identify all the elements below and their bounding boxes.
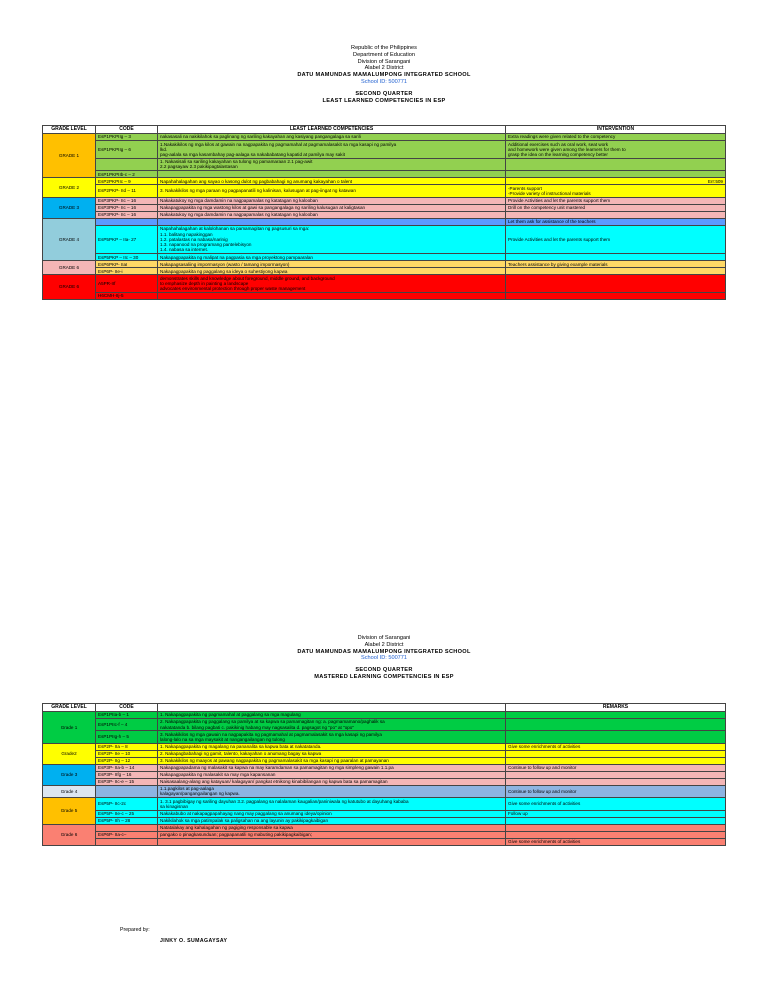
remark-line: Let them ask for assistance of the teachers [508, 218, 596, 224]
table-row [43, 785, 726, 797]
table-row [43, 838, 726, 845]
remark-line: Provide Activities and let the parents support them [508, 197, 611, 203]
competency-cell [158, 757, 506, 764]
competency-cell [158, 831, 506, 838]
remark-cell [506, 712, 726, 719]
header-line: Alabel 2 District [364, 65, 404, 72]
competency-line: pag-aalala sa mga kasambahay pag-aalaga sa nakababatang kapatid at pamilya may sakit [160, 152, 345, 157]
remark-line: Additional exercises such as oral work, seat work [508, 141, 609, 147]
competency-cell [158, 204, 506, 211]
table-row [43, 731, 726, 743]
table-row [43, 817, 726, 824]
competency-cell [158, 268, 506, 275]
table-row [43, 824, 726, 831]
remark-cell [506, 838, 726, 845]
grade-cell: GRADE 2 [43, 178, 96, 197]
school-name: DATU MAMUNDAS MAMALUMPONG INTEGRATED SCHOOL [297, 648, 471, 655]
table-row [43, 141, 726, 159]
remark-line: Provide Activities and let the parents support them [508, 236, 611, 242]
remark-line: Give some enrichments of activities [508, 838, 581, 844]
competency-cell [158, 141, 506, 159]
code-cell: EsP1PIIc-f – 4 [96, 719, 158, 731]
competency-line: 1.3. napanood na programang pantelebisyon [160, 241, 252, 247]
grade-level-header: GRADE LEVEL [43, 126, 96, 134]
remark-cell [506, 134, 726, 141]
code-cell: EsP3P- IIc-e – 15 [96, 778, 158, 785]
remark-line: Give some enrichments of activities [508, 801, 581, 807]
competency-line: Nakapagpapakita ng malipat na pagpasia sa mga proyektong pampaaralan [160, 254, 313, 260]
competency-cell [158, 171, 506, 178]
header-line: Alabel 2 District [364, 641, 404, 648]
competency-line: Nakakabubo at nakapagpapahayag nang may paggalang sa anumang ideya/opinion [160, 810, 332, 816]
remark-line: grasp the idea on the learning competency better [508, 152, 608, 157]
competency-cell [158, 798, 506, 810]
grade-level-header: GRADE LEVEL [43, 704, 96, 712]
competency-cell [158, 197, 506, 204]
remark-cell [506, 778, 726, 785]
prepared-name: JINKY O. SUMAGAYSAY [160, 938, 228, 944]
remark-line: Teachers assistance by giving example materials [508, 261, 608, 267]
competency-line: 3. Nakakikilos ng maayos at pawang nagpapakita ng pagmamalasakit sa mga kasapi ng paaralan at pamayanan [160, 758, 389, 764]
grade-cell: GRADE 6 [43, 261, 96, 275]
header-row [43, 126, 726, 134]
remark-line: Continue to follow up and monitor [508, 788, 577, 794]
competency-cell [158, 225, 506, 254]
remark-cell [506, 824, 726, 831]
code-cell: EsP6PKP- IIaI [96, 261, 158, 268]
header-least-learned [0, 45, 768, 104]
grade-cell: Grade 1 [43, 712, 96, 744]
remarks-header: INTERVENTION [506, 126, 726, 134]
table-row [43, 268, 726, 275]
code-cell: EsP2P- IIg – 12 [96, 757, 158, 764]
competency-cell [158, 158, 506, 170]
least-learned-table [42, 125, 726, 300]
competency-line: 2. Nakapagpapakita ng paggalang sa pamilya at sa kapwa sa pamamagitan ng: a. pagmamamano/paghalik sa [160, 719, 385, 725]
competency-cell [158, 292, 506, 299]
competency-cell [158, 838, 506, 845]
header-line: Department of Education [353, 51, 415, 58]
table-row [43, 261, 726, 268]
competency-line: Nakakatukoy ng mga damdamin na nagpapamalas ng katatagan ng kalooban [160, 211, 318, 217]
competency-cell [158, 785, 506, 797]
table-row [43, 292, 726, 299]
competency-line: 1. Nakasisali sa sariling kakayahan sa tulong ng pamamaraan 2.1 pag-awit [160, 159, 313, 165]
code-header: CODE [96, 704, 158, 712]
remark-cell [506, 204, 726, 211]
remark-cell [506, 785, 726, 797]
table-row [43, 831, 726, 838]
table-row [43, 197, 726, 204]
competency-cell [158, 817, 506, 824]
grade-cell: GRADE 4 [43, 218, 96, 261]
competency-line: 1.2. patalastas na nabasa/narinig [160, 236, 228, 242]
remark-line: Extra readings were given related to the competency [508, 134, 616, 140]
table-subtitle: MASTERED LEARNING COMPETENCIES IN ESP [314, 673, 454, 680]
remark-cell [506, 141, 726, 159]
remark-line: -Parents support [508, 185, 542, 191]
remark-cell [506, 218, 726, 225]
remark-cell [506, 275, 726, 293]
header-line: Republic of the Philippines [351, 45, 417, 51]
remark-line: -Provide variety of instructional materials [508, 190, 591, 196]
remark-cell [506, 254, 726, 261]
remark-cell [506, 750, 726, 757]
code-cell: EsP5P- IIc-2c [96, 798, 158, 810]
quarter-title: SECOND QUARTER [355, 90, 413, 97]
remark-cell [506, 197, 726, 204]
code-cell: EsP2PKPIIc – 9 [96, 178, 158, 185]
competency-line: 1. Nakapagpapakita ng magalang na pananalita sa kapwa bata at nakatatanda. [160, 744, 322, 750]
code-cell: EsP5PKP – IIc – 30 [96, 254, 158, 261]
code-header: CODE [96, 126, 158, 134]
code-cell [96, 158, 158, 170]
competency-cell [158, 261, 506, 268]
remark-cell [506, 731, 726, 743]
remark-cell [506, 810, 726, 817]
competencies-header [158, 704, 506, 712]
code-cell: EsP5PKP – IIa- 27 [96, 225, 158, 254]
competency-line: to emphasize depth in painting a landscape [160, 280, 249, 286]
competency-line: Nakikilahok sa mga patimpalak sa paligsahan na ang layunin ay pakikipagkaibigan [160, 817, 329, 823]
competency-line: Nakapagsasaliing impormasyon (wasto / tamang impormasyon) [160, 261, 290, 267]
competency-line: kalagayan/pangangailangan ng kapwa. [160, 791, 240, 797]
competency-line: Nakapagpapadama ng malasakit sa kapwa na may karamdaman sa pamamagitan ng mga simpleng gawain 1.1.pa [160, 765, 394, 771]
competency-line: 1.4. nabasa sa internet. [160, 247, 209, 253]
remark-cell [506, 185, 726, 197]
competency-line: Nakakatukoy ng mga damdamin na nagpapamalas ng katatagan ng kalooban [160, 197, 318, 203]
competency-cell [158, 824, 506, 831]
remarks-header: REMARKS [506, 704, 726, 712]
remark-line: Continue to follow up and monitor [508, 765, 577, 771]
competency-line: lkd. [160, 146, 168, 152]
code-cell: EsP2P- IIa – 8 [96, 743, 158, 750]
table-row [43, 218, 726, 225]
competency-line: nakasasali na nakikilahok sa paglinang ng sariling kakayahan ang kasiyang pangangalaga sa sarili [160, 134, 361, 140]
competency-line: demonstrates skills and knowledge about foreground, middle ground, and background [160, 275, 335, 281]
competency-line: sa kinagisnan [160, 803, 189, 809]
competency-line: 2.2 pagsayaw 2.3 pakikipagtalastasan [160, 164, 238, 170]
competency-line: Naisasaalang-alang ang katayuan/ kalagayan/ pangkat etnikong kinabibilangan ng kapwa bata sa pamamagitan [160, 779, 388, 785]
competencies-header: LEAST LEARNED COMPETENCIES [158, 126, 506, 134]
header-line: Division of Sarangani [357, 635, 411, 641]
grade-cell: Grade 6 [43, 824, 96, 845]
header-row [43, 704, 726, 712]
competency-cell [158, 750, 506, 757]
competency-line: Napahahalagahan at kalolohanan sa pamamagitan ng pagsusuri sa mga: [160, 226, 310, 232]
code-cell: EsP6P- IIa-c– [96, 831, 158, 838]
table-row [43, 743, 726, 750]
table-row [43, 134, 726, 141]
competency-cell [158, 712, 506, 719]
competency-line: Nakapagpapakita ng malasakit sa may mga kapansanan [160, 772, 276, 778]
code-cell: EsP1PIIg-h – 5 [96, 731, 158, 743]
code-cell: EsP1PKPIIg – 3 [96, 134, 158, 141]
competency-cell [158, 134, 506, 141]
remark-cell [506, 798, 726, 810]
competency-line: 2. Nakapagbabahagi ng gamit, talento, kakayahan o anumang bagay sa kapwa [160, 751, 322, 757]
table-row [43, 185, 726, 197]
remark-line: Drill on the competency unit mastered [508, 204, 586, 210]
competency-line: Nakapagpapakita ng paggalang sa ideya o suhestiyong kapwa [160, 268, 288, 274]
code-cell: EsP6P- IIe-i [96, 268, 158, 275]
competency-line: 1. 3.1 pagbibigay ng sariling dayuhan 3.2. pagpalang sa nalalaman kaugalian/paniniwala ng katutubo at dayuhang kababa [160, 798, 409, 804]
competency-line: 3. Nakakikilos ng mga gawain na nagpapakita ng pagmamahal at pagmamalasakit sa mga kasapi ng pamilya [160, 731, 382, 737]
competency-cell [158, 211, 506, 218]
remark-line: and homework were given among the learners for them to [508, 146, 626, 152]
competency-cell [158, 743, 506, 750]
grade-cell: GRADE 1 [43, 134, 96, 178]
code-cell: EsP3PKP- IIc – 16 [96, 211, 158, 218]
mastered-table [42, 703, 726, 846]
remark-cell [506, 764, 726, 771]
grade-cell: Grade2 [43, 743, 96, 764]
table-row [43, 204, 726, 211]
competency-line: nakatatanda b. bilang pagbati c. pakikinig habang may nagsasalita d. pagsagot ng "po" at "opo" [160, 724, 354, 730]
competency-line: Natatalakay ang kahalagahan ng pagiging responsable sa kapwa [160, 824, 293, 830]
error-text: Err:509 [707, 178, 723, 184]
code-cell: EsP5P- IIh – 28 [96, 817, 158, 824]
competency-cell [158, 185, 506, 197]
code-cell [96, 824, 158, 831]
competency-line: lalong-lalo na sa mga maysakit at nangangailangan ng tulong [160, 737, 285, 743]
table-row [43, 719, 726, 731]
competency-cell [158, 719, 506, 731]
code-cell: EsP3P- IIa-b – 14 [96, 764, 158, 771]
competency-cell [158, 810, 506, 817]
remark-cell [506, 225, 726, 254]
grade-cell: GRADE 3 [43, 197, 96, 218]
code-cell: A5PR-IIf [96, 275, 158, 293]
remark-cell [506, 757, 726, 764]
remark-cell [506, 211, 726, 218]
code-cell: EsP3P- IIfg – 16 [96, 771, 158, 778]
table-row [43, 254, 726, 261]
prepared-label: Prepared by: [120, 927, 150, 933]
competency-line: advocates environmental protection through proper waste management [160, 286, 306, 292]
table-subtitle: LEAST LEARNED COMPETENCIES IN ESP [322, 97, 446, 104]
remark-cell [506, 261, 726, 268]
remark-cell [506, 743, 726, 750]
code-cell: EsP3PKP- IIc – 16 [96, 197, 158, 204]
competency-line: Nakapagpapakita ng mga wastong kilos at gawi sa pangangalaga ng sariling kalusugan at kaligtasan [160, 204, 366, 210]
table-row [43, 798, 726, 810]
table-row [43, 178, 726, 185]
code-cell [96, 218, 158, 225]
remark-cell [506, 817, 726, 824]
competency-line: 1.1. balitang napakinggan [160, 231, 213, 237]
competency-cell [158, 178, 506, 185]
remark-cell [506, 178, 726, 185]
table-row [43, 211, 726, 218]
competency-line: 1.1.pagkilos at pag-aalaga [160, 786, 214, 792]
competency-line: 1. Nakapagpapakita ng pagmamahal at paggalang sa mga magulang [160, 712, 301, 718]
table-row [43, 764, 726, 771]
competency-cell [158, 731, 506, 743]
competency-cell [158, 764, 506, 771]
code-cell: EsP2PKP- IId – 11 [96, 185, 158, 197]
competency-cell [158, 778, 506, 785]
code-cell [96, 838, 158, 845]
grade-cell: GRADE 6 [43, 275, 96, 300]
grade-cell: Grade 3 [43, 764, 96, 785]
table-row [43, 757, 726, 764]
code-cell: EsP2P- IIe – 10 [96, 750, 158, 757]
competency-cell [158, 254, 506, 261]
school-id: School ID: 500771 [360, 78, 408, 85]
table-row [43, 158, 726, 170]
code-cell: EsP5P- IIe-c – 25 [96, 810, 158, 817]
table-row [43, 771, 726, 778]
remark-cell [506, 831, 726, 838]
code-cell: EsP3PKP- IIc – 16 [96, 204, 158, 211]
remark-cell [506, 719, 726, 731]
code-cell: EsP1PKPIIg – 6 [96, 141, 158, 159]
competency-cell [158, 218, 506, 225]
table-row [43, 225, 726, 254]
remark-cell [506, 171, 726, 178]
competency-line: 1.Nakakikilos ng mga kilos at gawain na nagpapakita ng pagmamahal at pagmamalasakit sa mga kasapi ng pamilya [160, 141, 397, 147]
code-cell [96, 785, 158, 797]
table-row [43, 171, 726, 178]
grade-cell: Grade 4 [43, 785, 96, 797]
remark-cell [506, 292, 726, 299]
header-mastered [0, 635, 768, 681]
table-row [43, 810, 726, 817]
code-cell: H6CMH-IIj-5 [96, 292, 158, 299]
remark-cell [506, 268, 726, 275]
code-cell: EsP1PKPIIb-c – 2 [96, 171, 158, 178]
quarter-title: SECOND QUARTER [355, 667, 413, 674]
remark-line: Give some enrichments of activities [508, 744, 581, 750]
competency-cell [158, 275, 506, 293]
school-name: DATU MAMUNDAS MAMALUMPONG INTEGRATED SCHOOL [297, 72, 471, 79]
table-row [43, 750, 726, 757]
competency-line: 3. Nakakikilos ng mga paraan ng pagpapanatili ng kalinisan, kalusugan at pag-iingat ng katawan [160, 188, 356, 194]
competency-line: Napahahalagahan ang sayao o kasong dulot ng pagbabahagi ng anumang kakayahan o talent [160, 178, 353, 184]
table-row [43, 778, 726, 785]
header-line: Division of Sarangani [357, 58, 411, 65]
remark-line: Follow up [508, 810, 528, 816]
table-row [43, 712, 726, 719]
school-id: School ID: 500771 [360, 655, 408, 662]
competency-line: pangako o pinagkasunduan; pagpapanatili ng mabuting pakikipagkaibigan; [160, 831, 312, 837]
code-cell: EsP1PIIa-b – 1 [96, 712, 158, 719]
remark-cell [506, 158, 726, 170]
grade-cell: Grade 5 [43, 798, 96, 824]
table-row [43, 275, 726, 293]
competency-cell [158, 771, 506, 778]
remark-cell [506, 771, 726, 778]
